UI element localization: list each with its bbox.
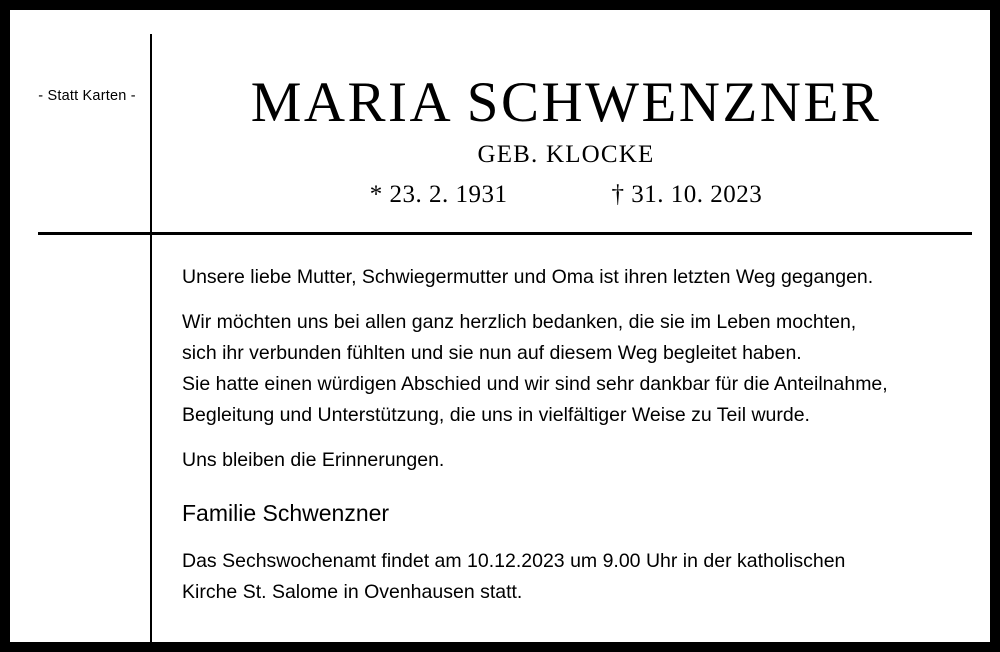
notice-body	[182, 262, 968, 608]
paragraph-thanks	[182, 307, 968, 431]
paragraph-line: sich ihr verbunden fühlten und sie nun auf diesem Weg begleitet haben.	[182, 342, 802, 364]
paragraph-memories	[182, 445, 968, 476]
paragraph-line: Uns bleiben die Erinnerungen.	[182, 449, 445, 471]
family-signature: Familie Schwenzner	[182, 500, 390, 526]
service-note-line: Das Sechswochenamt findet am 10.12.2023 um 9.00 Uhr in der katholischen	[182, 550, 846, 572]
paragraph-line: Begleitung und Unterstützung, die uns in vielfältiger Weise zu Teil wurde.	[182, 404, 810, 426]
maiden-name: GEB. KLOCKE	[477, 141, 655, 168]
deceased-name: MARIA SCHWENZNER	[250, 71, 882, 134]
service-note-line: Kirche St. Salome in Ovenhausen statt.	[182, 581, 523, 603]
horizontal-divider	[38, 232, 972, 235]
paragraph-line: Sie hatte einen würdigen Abschied und wir sind sehr dankbar für die Anteilnahme,	[182, 373, 888, 395]
life-dates	[160, 180, 972, 210]
paragraph-intro	[182, 262, 968, 293]
service-note	[182, 546, 968, 608]
paragraph-line: Wir möchten uns bei allen ganz herzlich bedanken, die sie im Leben mochten,	[182, 311, 857, 333]
paragraph-line: Unsere liebe Mutter, Schwiegermutter und Oma ist ihren letzten Weg gegangen.	[182, 266, 874, 288]
birth-date: * 23. 2. 1931	[369, 181, 508, 208]
statt-karten-note: - Statt Karten -	[38, 88, 136, 104]
death-date: † 31. 10. 2023	[611, 181, 763, 208]
name-block	[160, 72, 972, 210]
notice-inner	[10, 10, 990, 642]
vertical-divider	[150, 34, 152, 642]
